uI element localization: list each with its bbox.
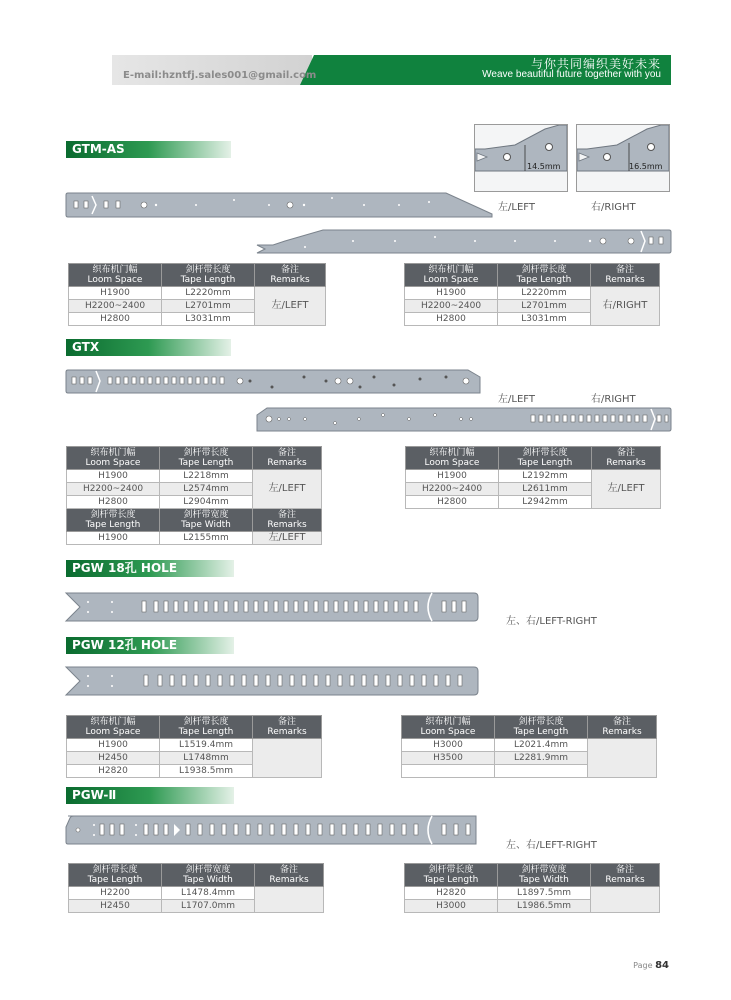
remark-cell: 左/LEFT [592, 470, 661, 509]
table-row: H3500 L2281.9mm [402, 752, 657, 765]
table-row: H3000 L1986.5mm [405, 900, 660, 913]
header-remarks: 备注 Remarks [253, 716, 322, 739]
header-loom-space: 织布机门幅 Loom Space [405, 264, 498, 287]
page-number: Page 84 [633, 960, 669, 971]
pgw2-tape [64, 813, 482, 847]
hook-left-drawing [475, 125, 567, 191]
pgw18-tape [64, 590, 482, 624]
table-row: H1900 L2218mm 左/LEFT [67, 470, 322, 483]
header-tape-length: 剑杆带长度 Tape Length [162, 264, 255, 287]
gtx-table-right [405, 446, 661, 509]
table-row: H1900 L2155mm 左/LEFT [67, 532, 322, 545]
gtx-label-right: 右/RIGHT [591, 394, 636, 405]
header-tape-length: 剑杆带长度 Tape Length [499, 447, 592, 470]
table-row: H1900 L1519.4mm [67, 739, 322, 752]
remark-cell: 右/RIGHT [591, 287, 660, 326]
header-tape-length: 剑杆带长度 Tape Length [67, 509, 160, 532]
table-row: H1900 L2192mm 左/LEFT [406, 470, 661, 483]
pgw2-table-right [404, 863, 660, 913]
page-number-value: 84 [655, 960, 669, 971]
table-row: H1900 L2220mm 右/RIGHT [405, 287, 660, 300]
hook-right-drawing [577, 125, 669, 191]
pgw2-label: 左、右/LEFT-RIGHT [506, 840, 597, 851]
header-remarks: 备注 Remarks [255, 864, 324, 887]
header-tape-length: 剑杆带长度 Tape Length [160, 447, 253, 470]
header-tape-width: 剑杆带宽度 Tape Width [162, 864, 255, 887]
gtx-tape-right [255, 405, 673, 435]
pgw12-tape [64, 664, 482, 698]
hook-right-dimension: 16.5mm [629, 162, 663, 171]
slogan-chinese: 与你共同编织美好未来 [530, 57, 661, 71]
table-row: H2200~2400 L2701mm [69, 300, 326, 313]
gtx-table-left [66, 446, 322, 545]
header-tape-width: 剑杆带宽度 Tape Width [160, 509, 253, 532]
table-row: H2450 L1748mm [67, 752, 322, 765]
header-remarks: 备注 Remarks [592, 447, 661, 470]
gtx-tape-left [64, 367, 484, 397]
header-tape-length: 剑杆带长度 Tape Length [495, 716, 588, 739]
section-title-pgw-18: PGW 18孔 HOLE [66, 560, 234, 577]
table-row: H2450 L1707.0mm [69, 900, 324, 913]
table-row: H2800 L3031mm [405, 313, 660, 326]
table-row: H2200~2400 L2574mm [67, 483, 322, 496]
contact-email: E-mail:hzntfj.sales001@gmail.com [123, 70, 317, 81]
table-row: H2800 L2942mm [406, 496, 661, 509]
header-tape-length: 剑杆带长度 Tape Length [498, 264, 591, 287]
hook-detail-right [576, 124, 670, 192]
table-row: H2200 L1478.4mm [69, 887, 324, 900]
table-row: H2800 L2904mm [67, 496, 322, 509]
remark-cell [588, 739, 657, 778]
table-row: H3000 L2021.4mm [402, 739, 657, 752]
header-loom-space: 织布机门幅 Loom Space [69, 264, 162, 287]
gtm-as-label-right: 右/RIGHT [591, 202, 636, 213]
hook-detail-left [474, 124, 568, 192]
header-loom-space: 织布机门幅 Loom Space [67, 716, 160, 739]
gtm-as-table-right [404, 263, 660, 326]
pgw18-label: 左、右/LEFT-RIGHT [506, 616, 597, 627]
header-tape-length: 剑杆带长度 Tape Length [69, 864, 162, 887]
header-tape-length: 剑杆带长度 Tape Length [405, 864, 498, 887]
section-title-gtm-as: GTM-AS [66, 141, 231, 158]
header-loom-space: 织布机门幅 Loom Space [402, 716, 495, 739]
header-remarks: 备注 Remarks [255, 264, 326, 287]
table-row: H2200~2400 L2701mm [405, 300, 660, 313]
gtm-as-tape-left [64, 190, 494, 220]
header-remarks: 备注 Remarks [591, 264, 660, 287]
slogan-english: Weave beautiful future together with you [482, 69, 661, 80]
header-tape-width: 剑杆带宽度 Tape Width [498, 864, 591, 887]
section-title-gtx: GTX [66, 339, 231, 356]
remark-cell [591, 887, 660, 913]
gtm-as-tape-right [255, 227, 673, 257]
header-loom-space: 织布机门幅 Loom Space [406, 447, 499, 470]
header-remarks: 备注 Remarks [253, 447, 322, 470]
hook-left-dimension: 14.5mm [527, 162, 561, 171]
table-row: H2820 L1897.5mm [405, 887, 660, 900]
table-row: H2200~2400 L2611mm [406, 483, 661, 496]
section-title-pgw-2: PGW-Ⅱ [66, 787, 234, 804]
header-loom-space: 织布机门幅 Loom Space [67, 447, 160, 470]
remark-cell: 左/LEFT [253, 470, 322, 509]
table-row: H1900 L2220mm 左/LEFT [69, 287, 326, 300]
table-row: H2820 L1938.5mm [67, 765, 322, 778]
pgw2-table-left [68, 863, 324, 913]
header-remarks: 备注 Remarks [588, 716, 657, 739]
remark-cell [255, 887, 324, 913]
gtm-as-label-left: 左/LEFT [498, 202, 535, 213]
remark-cell [253, 739, 322, 778]
header-tape-length: 剑杆带长度 Tape Length [160, 716, 253, 739]
header-remarks: 备注 Remarks [591, 864, 660, 887]
gtm-as-table-left [68, 263, 326, 326]
remark-cell: 左/LEFT [255, 287, 326, 326]
gtx-label-left: 左/LEFT [498, 394, 535, 405]
header-remarks: 备注 Remarks [253, 509, 322, 532]
section-title-pgw-12: PGW 12孔 HOLE [66, 637, 234, 654]
table-row: H2800 L3031mm [69, 313, 326, 326]
pgw12-table-left [66, 715, 322, 778]
pgw12-table-right [401, 715, 657, 778]
